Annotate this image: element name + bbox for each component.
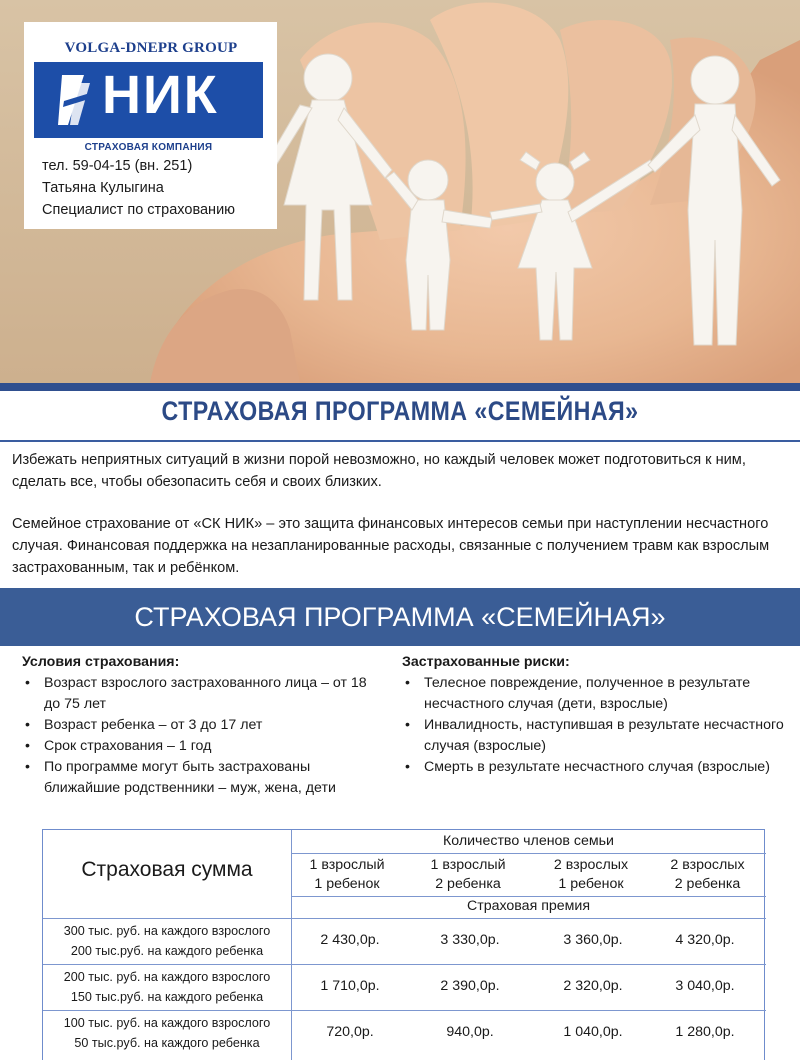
program-banner: СТРАХОВАЯ ПРОГРАММА «СЕМЕЙНАЯ»: [0, 588, 800, 646]
column-header-line: 1 взрослый: [309, 857, 385, 873]
company-type-label: СТРАХОВАЯ КОМПАНИЯ: [84, 142, 213, 153]
column-header: [649, 856, 766, 894]
list-item: • Смерть в результате несчастного случая (взрослые): [402, 757, 794, 778]
company-logo-card: [24, 22, 277, 229]
sum-label: Страховая сумма: [81, 858, 253, 881]
contact-name: Татьяна Кулыгина: [42, 180, 164, 196]
conditions-section: [22, 652, 382, 799]
conditions-heading: Условия страхования:: [22, 654, 180, 670]
row-label-line: 300 тыс. руб. на каждого взрослого: [63, 924, 271, 938]
list-item: • Телесное повреждение, полученное в результате несчастного случая (дети, взрослые): [402, 673, 794, 715]
page-title: СТРАХОВАЯ ПРОГРАММА «СЕМЕЙНАЯ»: [161, 396, 639, 426]
table-divider: [43, 1010, 766, 1011]
column-header: [403, 856, 533, 894]
column-header-line: 1 ребенок: [314, 876, 380, 892]
price-cell: 3 360,0р.: [563, 932, 623, 948]
column-header-line: 1 взрослый: [430, 857, 506, 873]
table-divider: [43, 918, 766, 919]
price-cell: 2 390,0р.: [440, 978, 500, 994]
header-divider: [0, 383, 800, 391]
column-header-line: 2 ребенка: [435, 876, 501, 892]
risks-heading: Застрахованные риски:: [402, 654, 570, 670]
contact-phone: тел. 59-04-15 (вн. 251): [42, 158, 193, 174]
price-cell: 1 710,0р.: [320, 978, 380, 994]
row-label-line: 200 тыс. руб. на каждого взрослого: [63, 970, 271, 984]
price-cell: 2 430,0р.: [320, 932, 380, 948]
list-item: • Срок страхования – 1 год: [22, 736, 382, 757]
risks-list: [402, 673, 794, 778]
premium-table: [42, 829, 765, 1060]
column-header-line: 2 взрослых: [553, 857, 629, 873]
list-item: • Возраст взрослого застрахованного лица – от 18 до 75 лет: [22, 673, 382, 715]
contact-block: [42, 155, 235, 221]
row-label-line: 50 тыс.руб. на каждого ребенка: [74, 1036, 260, 1050]
column-header-line: 2 взрослых: [670, 857, 745, 873]
hero-image: [0, 0, 800, 383]
brand-wordmark: НИК: [102, 65, 219, 125]
table-row-label: [43, 967, 291, 1007]
column-header-line: 2 ребенка: [674, 876, 741, 892]
list-item: • Возраст ребенка – от 3 до 17 лет: [22, 715, 382, 736]
column-header: [533, 856, 649, 894]
conditions-list: [22, 673, 382, 799]
price-cell: 720,0р.: [326, 1024, 374, 1040]
table-row-label: [43, 921, 291, 961]
price-cell: 940,0р.: [446, 1024, 494, 1040]
brand-mark-icon: [56, 71, 94, 129]
row-label-line: 200 тыс.руб. на каждого ребенка: [70, 944, 264, 958]
list-item: • По программе могут быть застрахованы ближайшие родственники – муж, жена, дети: [22, 757, 382, 799]
table-divider: [43, 964, 766, 965]
price-cell: 3 330,0р.: [440, 932, 500, 948]
intro-paragraph-2: Семейное страхование от «СК НИК» – это защита финансовых интересов семьи при наступлении несчастного случая. Финансовая поддержка на незапланированные расходы, связанные с получением травм как взрослым застрахованным, так и ребёнком.: [12, 516, 770, 576]
column-header-line: 1 ребенок: [558, 876, 624, 892]
row-label-line: 150 тыс.руб. на каждого ребенка: [70, 990, 264, 1004]
contact-role: Специалист по страхованию: [42, 202, 236, 218]
list-item: • Инвалидность, наступившая в результате несчастного случая (взрослые): [402, 715, 794, 757]
table-divider: [291, 896, 766, 897]
table-divider: [291, 853, 766, 854]
price-cell: 3 040,0р.: [675, 978, 735, 994]
column-header: [291, 856, 403, 894]
table-row-label: [43, 1013, 291, 1053]
price-cell: 2 320,0р.: [563, 978, 623, 994]
title-divider: [0, 440, 800, 442]
price-cell: 4 320,0р.: [675, 932, 735, 948]
group-name: VOLGA-DNEPR GROUP: [64, 40, 238, 56]
price-cell: 1 040,0р.: [563, 1024, 623, 1040]
price-cell: 1 280,0р.: [675, 1024, 735, 1040]
intro-paragraph-1: Избежать неприятных ситуаций в жизни порой невозможно, но каждый человек может подготовиться к ним, сделать все, чтобы обезопасить себя и своих близких.: [12, 452, 746, 490]
risks-section: [402, 652, 794, 778]
brand-logo: [34, 62, 263, 138]
family-header: Количество членов семьи: [443, 833, 614, 849]
premium-header: Страховая премия: [466, 898, 591, 914]
row-label-line: 100 тыс. руб. на каждого взрослого: [63, 1016, 271, 1030]
